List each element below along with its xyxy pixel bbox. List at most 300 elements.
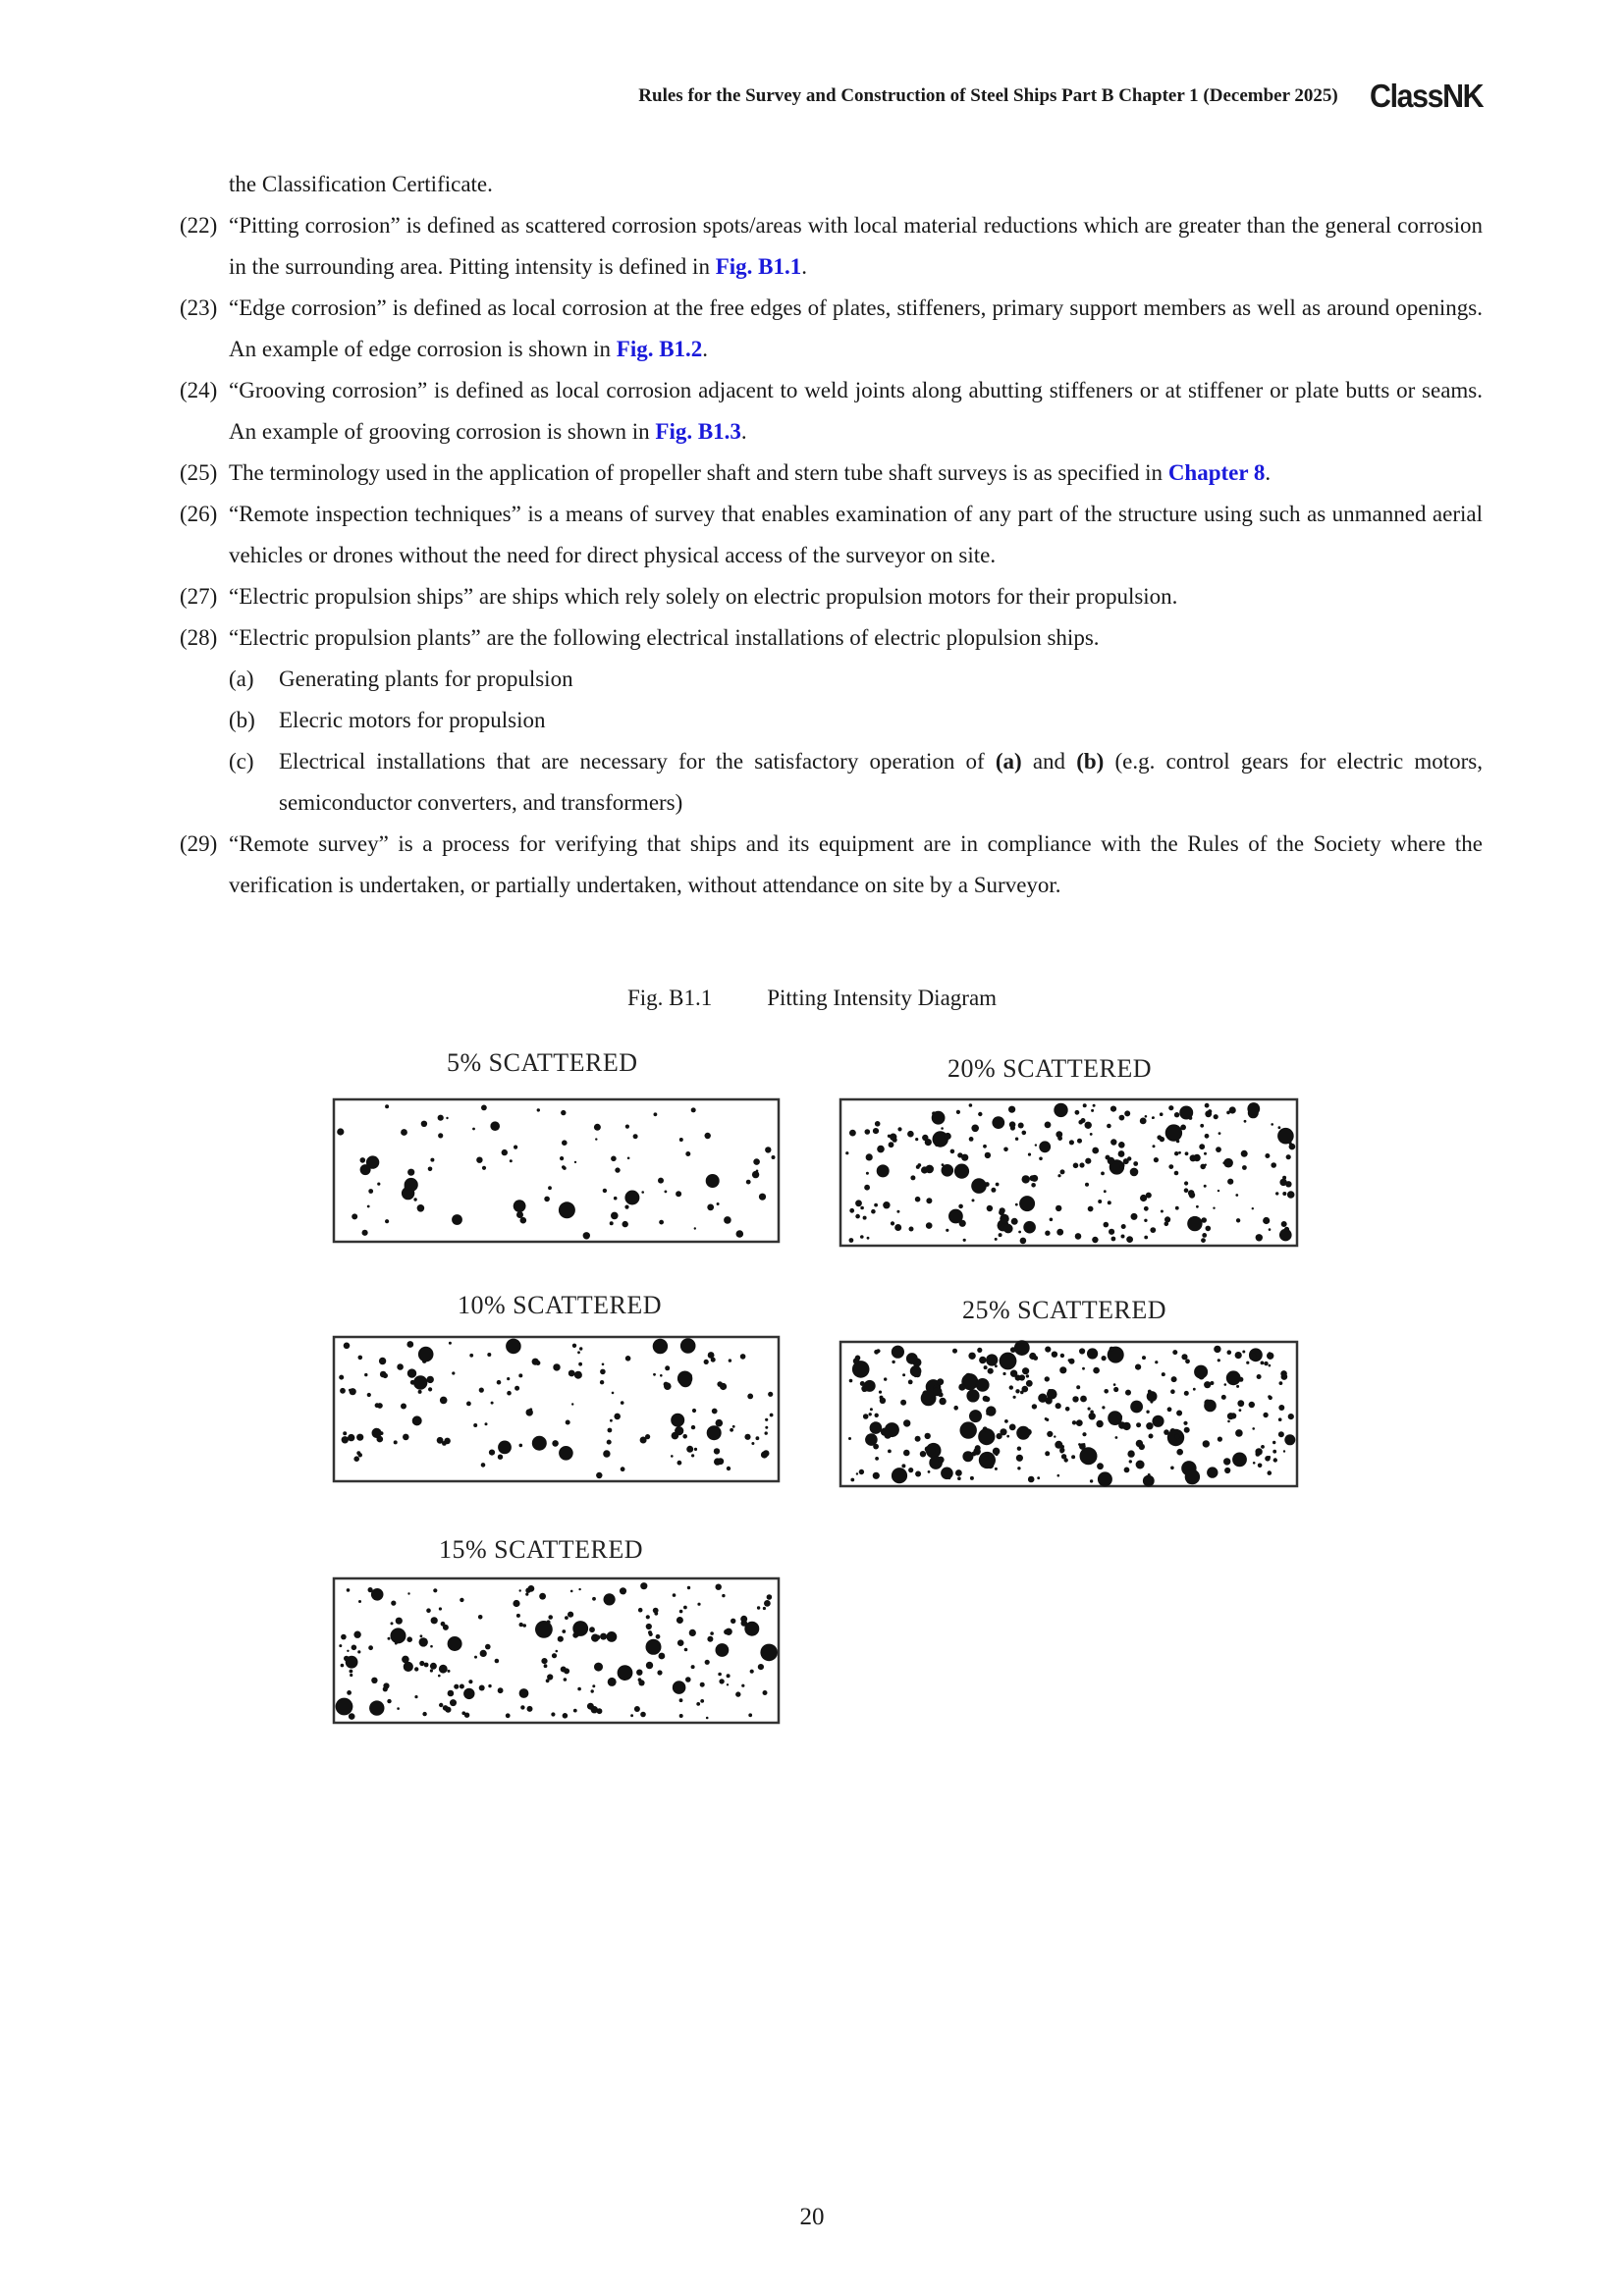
pit-spot xyxy=(1249,1353,1257,1361)
pit-spot xyxy=(1185,1359,1190,1363)
pit-spot xyxy=(544,1664,548,1668)
pit-spot xyxy=(860,1235,864,1239)
pit-spot xyxy=(1137,1407,1140,1410)
pit-spot xyxy=(1268,1470,1272,1475)
pit-spot xyxy=(704,1360,709,1364)
pit-spot xyxy=(568,1612,573,1618)
pit-spot xyxy=(1241,1150,1248,1157)
pit-spot xyxy=(865,1129,871,1135)
pit-spot xyxy=(1185,1151,1189,1155)
pit-spot xyxy=(1122,1422,1130,1430)
pit-spot xyxy=(574,1161,576,1163)
pit-spot xyxy=(615,1167,620,1172)
pit-spot xyxy=(1136,1461,1145,1469)
paragraph-text: “Remote inspection techniques” is a means of survey that enables examination of any part of the structure using such as unmanned aerial vehicles or drones without the need for direct physical access of the surveyor on site. xyxy=(229,502,1483,567)
pit-spot xyxy=(983,1145,987,1148)
pit-spot xyxy=(1146,1422,1153,1429)
pit-spot xyxy=(1091,1109,1094,1112)
pit-spot xyxy=(358,1600,361,1603)
pit-spot xyxy=(1108,1201,1111,1204)
pit-spot xyxy=(1174,1434,1179,1439)
pit-spot xyxy=(1080,1447,1098,1465)
pit-spot xyxy=(1023,1221,1036,1234)
pit-spot xyxy=(1269,1396,1272,1400)
pit-spot xyxy=(1065,1407,1070,1412)
pit-spot xyxy=(903,1450,910,1457)
pit-spot xyxy=(1085,1122,1092,1129)
pit-spot xyxy=(1170,1389,1175,1394)
pit-spot xyxy=(1161,1210,1164,1213)
pit-spot xyxy=(1227,1420,1230,1423)
pit-spot xyxy=(441,1622,446,1627)
pit-spot xyxy=(849,1379,853,1383)
paragraph-24 xyxy=(180,370,1483,453)
pit-spot xyxy=(641,1191,644,1194)
pit-spot xyxy=(638,1608,643,1613)
pit-spot xyxy=(772,1155,776,1159)
sub-item-a xyxy=(180,659,1483,700)
pit-spot xyxy=(697,1603,700,1606)
pit-spot xyxy=(1085,1158,1091,1164)
panel-frame xyxy=(840,1099,1297,1246)
pit-spot xyxy=(976,1378,990,1392)
pit-spot xyxy=(677,1617,683,1624)
pit-spot xyxy=(756,1436,760,1440)
pit-spot xyxy=(1272,1441,1275,1444)
pit-spot xyxy=(1090,1411,1094,1415)
pit-spot xyxy=(915,1471,921,1477)
pit-spot xyxy=(654,1612,658,1616)
pit-spot xyxy=(957,1476,961,1480)
pit-spot xyxy=(1060,1169,1065,1174)
pit-spot xyxy=(618,1665,633,1681)
pit-spot xyxy=(1283,1450,1285,1452)
pit-spot xyxy=(519,1688,529,1698)
pit-spot xyxy=(673,1593,677,1597)
pit-spot xyxy=(1184,1427,1190,1433)
pit-spot xyxy=(1221,1395,1226,1400)
pit-spot xyxy=(675,1426,683,1435)
pit-spot xyxy=(1160,1137,1164,1142)
pit-spot xyxy=(498,1441,512,1455)
pit-spot xyxy=(671,1414,684,1427)
pit-spot xyxy=(1196,1205,1199,1208)
pit-spot xyxy=(730,1428,733,1432)
pit-spot xyxy=(941,1127,944,1130)
pit-spot xyxy=(396,1618,403,1625)
pit-spot xyxy=(1218,1132,1221,1135)
pit-spot xyxy=(1214,1114,1218,1119)
pit-spot xyxy=(659,1653,666,1660)
pit-spot xyxy=(1278,1126,1281,1129)
pit-spot xyxy=(1281,1221,1287,1227)
punctuation: . xyxy=(702,337,709,361)
pitting-panel-20 xyxy=(839,1097,1300,1249)
pit-spot xyxy=(336,1698,353,1716)
pit-spot xyxy=(397,1707,400,1710)
pit-spot xyxy=(1216,1147,1221,1152)
pit-spot xyxy=(765,1426,768,1429)
pit-spot xyxy=(1000,1428,1006,1435)
pit-spot xyxy=(1028,1153,1031,1156)
pit-spot xyxy=(1135,1364,1141,1370)
pit-spot xyxy=(388,1637,391,1640)
pit-spot xyxy=(939,1398,946,1405)
pit-spot xyxy=(903,1419,910,1426)
pit-spot xyxy=(572,1632,578,1638)
pit-spot xyxy=(1252,1207,1254,1209)
pit-spot xyxy=(563,1166,567,1170)
pit-spot xyxy=(1242,1351,1245,1354)
pit-spot xyxy=(892,1361,894,1363)
paragraph-text: “Edge corrosion” is defined as local corrosion at the free edges of plates, stiffeners, primary support members as well as around openings. An example of edge corrosion is shown in xyxy=(229,295,1483,361)
pit-spot xyxy=(1136,1422,1141,1427)
pit-spot xyxy=(706,1717,709,1720)
pit-spot xyxy=(664,1382,672,1390)
pit-spot xyxy=(1204,1152,1207,1155)
pit-spot xyxy=(627,1157,630,1160)
pit-spot xyxy=(1263,1217,1270,1224)
pit-spot xyxy=(763,1450,770,1457)
pit-spot xyxy=(488,1684,491,1687)
pit-spot xyxy=(438,1115,444,1121)
pit-spot xyxy=(497,1380,502,1385)
pit-spot xyxy=(489,1450,495,1456)
pit-spot xyxy=(1000,1214,1009,1224)
pit-spot xyxy=(440,1397,448,1405)
paragraph-text: “Grooving corrosion” is defined as local corrosion adjacent to weld joints along abutting stiffeners or at stiffener or plate butts or seams. An example of grooving corrosion is shown in xyxy=(229,378,1483,444)
pit-spot xyxy=(1207,1467,1218,1477)
pit-spot xyxy=(1045,1451,1050,1456)
pit-spot xyxy=(705,1660,710,1665)
pit-spot xyxy=(418,1347,434,1362)
pit-spot xyxy=(707,1204,714,1211)
figure-link[interactable]: Fig. B1.1 xyxy=(715,254,802,279)
pit-spot xyxy=(445,1707,451,1713)
pit-spot xyxy=(640,1712,646,1718)
pit-spot xyxy=(714,1448,720,1454)
paragraph-text: The terminology used in the application of propeller shaft and stern tube shaft surveys is as specified in xyxy=(229,460,1168,485)
pit-spot xyxy=(884,1377,887,1380)
pit-spot xyxy=(564,1678,568,1682)
pit-spot xyxy=(1118,1142,1125,1148)
pit-spot xyxy=(537,1108,540,1111)
pit-spot xyxy=(978,1112,982,1116)
pit-spot xyxy=(892,1346,904,1359)
pit-spot xyxy=(1153,1145,1156,1148)
pit-spot xyxy=(1236,1385,1239,1388)
pit-spot xyxy=(984,1365,988,1369)
pit-spot xyxy=(985,1152,991,1158)
pit-spot xyxy=(1184,1391,1189,1396)
panel-title-15: 15% SCATTERED xyxy=(439,1535,643,1564)
pit-spot xyxy=(1022,1175,1030,1183)
pit-spot xyxy=(1018,1123,1024,1129)
pit-spot xyxy=(1165,1124,1182,1141)
pit-spot xyxy=(891,1221,894,1225)
pit-spot xyxy=(1009,1424,1016,1431)
pit-spot xyxy=(1181,1354,1187,1360)
pit-spot xyxy=(464,1713,469,1718)
pit-spot xyxy=(404,1662,413,1672)
pit-spot xyxy=(1026,1374,1029,1377)
pit-spot xyxy=(1204,1185,1207,1188)
pit-spot xyxy=(1224,1468,1230,1473)
pit-spot xyxy=(722,1594,725,1597)
pit-spot xyxy=(758,1664,764,1670)
paragraph-number: (23) xyxy=(180,295,218,320)
pit-spot xyxy=(1286,1154,1291,1159)
pit-spot xyxy=(680,1338,696,1354)
sub-item-c xyxy=(180,741,1483,824)
pit-spot xyxy=(971,1178,987,1194)
pit-spot xyxy=(1235,1352,1242,1359)
pit-spot xyxy=(1087,1348,1098,1359)
pit-spot xyxy=(1278,1405,1284,1411)
pit-spot xyxy=(888,1450,892,1454)
pit-spot xyxy=(592,1684,595,1687)
pit-spot xyxy=(1155,1361,1158,1363)
pit-spot xyxy=(1257,1374,1262,1379)
pit-spot xyxy=(1045,1231,1050,1236)
pit-spot xyxy=(1022,1367,1029,1374)
pit-spot xyxy=(553,1363,560,1370)
paragraph-text: “Remote survey” is a process for verifying that ships and its equipment are in compliance with the Rules of the Society where the verification is undertaken, or partially undertaken, without attendance on site by a Surveyor. xyxy=(229,831,1483,897)
pit-spot xyxy=(1081,1118,1086,1123)
pit-spot xyxy=(1278,1431,1284,1437)
pit-spot xyxy=(603,1450,610,1457)
pit-spot xyxy=(439,1607,442,1610)
pit-spot xyxy=(747,1394,753,1400)
pit-spot xyxy=(1271,1162,1276,1168)
pit-spot xyxy=(1238,1377,1243,1382)
pit-spot xyxy=(909,1227,914,1232)
pit-spot xyxy=(339,1375,344,1380)
pit-spot xyxy=(478,1615,483,1620)
pit-spot xyxy=(460,1684,464,1689)
pit-spot xyxy=(910,1175,915,1180)
pit-spot xyxy=(1184,1188,1189,1193)
pit-spot xyxy=(1093,1367,1100,1374)
pit-spot xyxy=(866,1172,869,1175)
pit-spot xyxy=(397,1363,404,1370)
pit-spot xyxy=(658,1178,664,1184)
pit-spot xyxy=(1016,1426,1030,1440)
pit-spot xyxy=(1035,1144,1037,1146)
paragraph-text: “Electric propulsion ships” are ships which rely solely on electric propulsion motors for their propulsion. xyxy=(229,584,1178,609)
pit-spot xyxy=(596,1472,602,1478)
pit-spot xyxy=(1271,1123,1273,1126)
pit-spot xyxy=(889,1142,894,1148)
pit-spot xyxy=(502,1149,508,1155)
pit-spot xyxy=(706,1174,720,1188)
pit-spot xyxy=(1126,1236,1133,1243)
pit-spot xyxy=(621,1467,625,1471)
classnk-logo: ClassNK xyxy=(1369,78,1483,114)
paragraph-number: (27) xyxy=(180,584,218,609)
pit-spot xyxy=(1019,1374,1025,1380)
pit-spot xyxy=(525,1588,530,1593)
pit-spot xyxy=(716,1584,722,1590)
pit-spot xyxy=(379,1358,386,1364)
pit-spot xyxy=(926,1198,932,1203)
pit-spot xyxy=(1052,1394,1056,1399)
pit-spot xyxy=(558,1636,564,1642)
pit-spot xyxy=(1130,1401,1143,1414)
pit-spot xyxy=(439,1665,448,1674)
pit-spot xyxy=(1223,1458,1230,1465)
pit-spot xyxy=(1059,1449,1063,1453)
pit-spot xyxy=(867,1237,870,1240)
pit-spot xyxy=(1029,1353,1036,1360)
pit-spot xyxy=(339,1644,342,1647)
pit-spot xyxy=(372,1428,382,1438)
pit-spot xyxy=(1057,1136,1062,1141)
pit-spot xyxy=(1102,1406,1105,1409)
pit-spot xyxy=(679,1138,683,1142)
page-number: 20 xyxy=(799,2204,825,2230)
pit-spot xyxy=(1013,1396,1016,1399)
pit-spot xyxy=(1227,1179,1233,1185)
chapter-link[interactable]: Chapter 8 xyxy=(1167,460,1266,485)
pit-spot xyxy=(344,1343,351,1350)
pit-spot xyxy=(405,1184,411,1191)
figure-link[interactable]: Fig. B1.2 xyxy=(616,337,703,361)
pit-spot xyxy=(407,1592,409,1594)
pit-spot xyxy=(513,1600,519,1607)
pit-spot xyxy=(383,1373,388,1378)
pit-spot xyxy=(727,1683,729,1685)
pit-spot xyxy=(935,1143,939,1147)
sub-item-number: (b) xyxy=(229,708,255,732)
pit-spot xyxy=(1068,1359,1071,1362)
pit-spot xyxy=(562,1140,568,1146)
pit-spot xyxy=(1092,1148,1099,1154)
pit-spot xyxy=(1168,1105,1173,1110)
figure-link[interactable]: Fig. B1.3 xyxy=(655,419,741,444)
pit-spot xyxy=(1142,1356,1146,1360)
pit-spot xyxy=(1088,1206,1094,1212)
pit-spot xyxy=(660,1374,663,1377)
pit-spot xyxy=(883,1201,890,1208)
pit-spot xyxy=(516,1614,520,1618)
pit-spot xyxy=(1272,1450,1276,1454)
pit-spot xyxy=(1052,1352,1057,1358)
panel-title-5: 5% SCATTERED xyxy=(447,1048,638,1077)
pit-spot xyxy=(1188,1190,1195,1197)
pit-spot xyxy=(1115,1436,1118,1439)
pit-spot xyxy=(1275,1192,1278,1195)
pit-spot xyxy=(1047,1431,1053,1437)
pit-spot xyxy=(1281,1373,1288,1380)
pit-spot xyxy=(958,1384,965,1391)
pit-spot xyxy=(908,1380,913,1385)
pit-spot xyxy=(1203,1440,1210,1447)
pit-spot xyxy=(418,1390,422,1394)
pit-spot xyxy=(358,1356,363,1361)
pit-spot xyxy=(765,1147,771,1152)
figure-number: Fig. B1.1 xyxy=(626,986,713,1010)
pit-spot xyxy=(727,1674,731,1678)
pit-spot xyxy=(995,1238,998,1241)
pit-spot xyxy=(975,1445,981,1451)
pit-spot xyxy=(894,1224,901,1231)
pit-spot xyxy=(1083,1103,1087,1107)
pit-spot xyxy=(945,1133,951,1140)
pit-spot xyxy=(532,1436,547,1451)
pit-spot xyxy=(941,1468,953,1480)
pit-spot xyxy=(1255,1448,1262,1455)
pit-spot xyxy=(1235,1429,1243,1437)
pit-spot xyxy=(403,1434,409,1441)
pit-spot xyxy=(448,1670,451,1673)
figure-title: Pitting Intensity Diagram xyxy=(767,986,998,1010)
pit-spot xyxy=(965,1373,972,1380)
pit-spot xyxy=(1199,1144,1205,1149)
pit-spot xyxy=(1072,1396,1078,1402)
pit-spot xyxy=(746,1180,751,1185)
pit-spot xyxy=(707,1425,722,1440)
pit-spot xyxy=(614,1197,618,1201)
pit-spot xyxy=(607,1440,612,1445)
paragraph-text: “Pitting corrosion” is defined as scattered corrosion spots/areas with local material reductions which are greater than the general corrosion in the surrounding area. Pitting intensity is defined in xyxy=(229,213,1483,279)
pit-spot xyxy=(350,1670,353,1674)
pit-spot xyxy=(700,1699,704,1703)
pit-spot xyxy=(1232,1453,1247,1468)
pit-spot xyxy=(482,1166,486,1170)
pit-spot xyxy=(962,1451,973,1462)
paragraph-25 xyxy=(180,453,1483,494)
pit-spot xyxy=(371,1588,384,1601)
pit-spot xyxy=(700,1682,705,1687)
pit-spot xyxy=(716,1643,730,1657)
pit-spot xyxy=(439,1703,443,1707)
pit-spot xyxy=(337,1128,344,1135)
pit-spot xyxy=(1056,1205,1061,1211)
pit-spot xyxy=(1164,1216,1170,1222)
pit-spot xyxy=(1214,1346,1220,1353)
pit-spot xyxy=(1205,1103,1210,1108)
pit-spot xyxy=(685,1677,691,1682)
pit-spot xyxy=(954,1164,969,1179)
pit-spot xyxy=(442,1441,447,1446)
pit-spot xyxy=(391,1622,394,1625)
pit-spot xyxy=(1263,1413,1268,1417)
punctuation: . xyxy=(801,254,807,279)
pit-spot xyxy=(986,1413,989,1415)
pit-spot xyxy=(1015,1389,1019,1393)
pit-spot xyxy=(419,1637,428,1646)
pit-spot xyxy=(932,1111,946,1125)
pit-spot xyxy=(942,1163,945,1166)
pit-spot xyxy=(614,1414,621,1420)
pit-spot xyxy=(717,1458,724,1465)
pit-spot xyxy=(741,1620,748,1627)
pit-spot xyxy=(871,1209,876,1214)
pit-spot xyxy=(892,1468,907,1483)
pit-spot xyxy=(479,1388,484,1393)
pit-spot xyxy=(760,1644,778,1662)
pit-spot xyxy=(1092,1237,1098,1243)
pit-spot xyxy=(594,1124,601,1131)
pit-spot xyxy=(866,1153,873,1160)
pit-spot xyxy=(862,1389,865,1392)
pit-spot xyxy=(1060,1354,1064,1358)
pit-spot xyxy=(1230,1413,1236,1418)
pit-spot xyxy=(469,1354,473,1358)
pit-spot xyxy=(433,1588,437,1592)
pit-spot xyxy=(395,1642,398,1645)
